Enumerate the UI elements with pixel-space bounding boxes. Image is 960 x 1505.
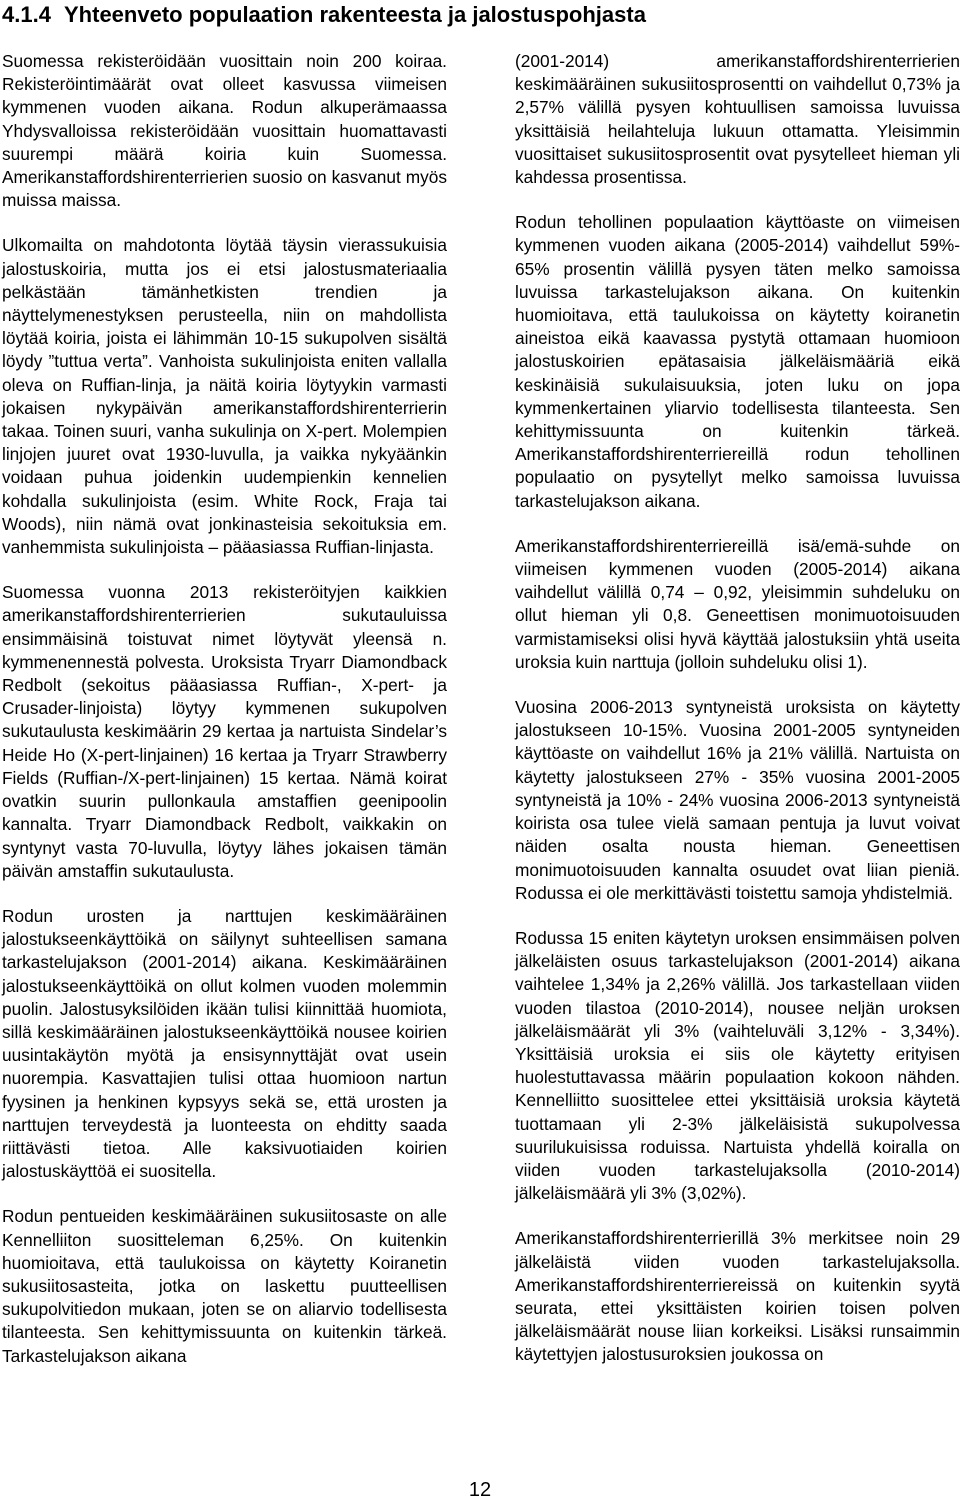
section-number: 4.1.4 bbox=[2, 2, 51, 27]
paragraph: (2001-2014) amerikanstaffordshirenterrierien keskimääräinen sukusiitosprosentti on vaihdellut 0,73% ja 2,57% välillä pysyen kohtuullisen samoissa luvuissa yksittäisiä heilahteluja lukuun ottamatta. Yleisimmin vuosittaiset sukusiitosprosentit ovat pysytelleet hieman yli kahdessa prosentissa. bbox=[515, 51, 960, 188]
paragraph: Vuosina 2006-2013 syntyneistä uroksista on käytetty jalostukseen 10-15%. Vuosina 2001-2005 syntyneiden käyttöaste on vaihdellut 16% ja 21% välillä. Nartuista on käytetty jalostukseen 27% - 35% vuosina 2001-2005 syntyneistä ja 10% - 24% vuosina 2006-2013 syntyneistä koirista osa tulee vielä samaan pentuja ja luvut voivat näiden osalta nousta hieman. Geneettisen monimuotoisuuden kannalta osuudet ovat liian pieniä. Rodussa ei ole merkittävästi toistettu samoja yhdistelmiä. bbox=[515, 697, 960, 903]
paragraph: Rodun urosten ja narttujen keskimääräinen jalostukseenkäyttöikä on säilynyt suhteellisen samana tarkastelujakson (2001-2014) aikana. Keskimääräinen jalostukseenkäyttöikä on ollut kolmen vuoden molemmin puolin. Jalostusyksilöiden ikään tulisi kiinnittää huomiota, sillä keskimääräinen jalostukseenkäyttöikä nousee koirien uusintakäytön myötä ja ensisynnyttäjät ovat usein nuorempia. Kasvattajien tulisi ottaa huomioon nartun fyysinen ja henkinen kypsyys sekä se, että urosten ja narttujen terveydestä ja luonteesta on ehditty saada riittävästi tietoa. Alle kaksivuotiaiden koirien jalostuskäyttöä ei suositella. bbox=[2, 905, 447, 1182]
paragraph: Rodun pentueiden keskimääräinen sukusiitosaste on alle Kennelliiton suositteleman 6,25%. On kuitenkin huomioitava, että taulukoissa on käytetty Koiranetin sukusiitosasteita, jotka on laskettu puutteellisen sukupolvitiedon mukaan, joten se on aliarvio todellisesta tilanteesta. Sen kehittymissuunta on kuitenkin tärkeä. Tarkastelujakson aikana bbox=[2, 1206, 447, 1366]
paragraph: Ulkomailta on mahdotonta löytää täysin vierassukuisia jalostuskoiria, mutta jos ei etsi jalostusmateriaalia pelkästään tämänhetkisten trendien ja näyttelymenestyksen perusteella, niin on mahdollista löytää koiria, joista ei lähimmän 10-15 sukupolven sisältä löydy ”tuttua verta”. Vanhoista sukulinjoista eniten vallalla oleva on Ruffian-linja, ja näitä koiria löytyykin varmasti jokaisen nykypäivän amerikanstaffordshirenterrierin takaa. Toinen suuri, vanha sukulinja on X-pert. Molempien linjojen juuret ovat 1930-luvulla, ja vaikka nykyäänkin voidaan puhua joidenkin uudempienkin kennelien kohdalla sukulinjoista (esim. White Rock, Fraja tai Woods), niin nämä ovat jonkinasteisia sekoituksia em. vanhemmista sukulinjoista – pääasiassa Ruffian-linjasta. bbox=[2, 235, 447, 558]
paragraph: Rodussa 15 eniten käytetyn uroksen ensimmäisen polven jälkeläisten osuus tarkastelujakson (2001-2014) aikana vaihtelee 1,34% ja 2,26% välillä. Jos tarkastellaan viiden vuoden tilastoa (2010-2014), nousee neljän uroksen jälkeläismäärät yli 3% (vaihteluväli 3,12% - 3,34%). Yksittäisiä uroksia ei siis ole käytetty erityisen huolestuttavassa määrin populaation kokoon nähden. Kennelliitto suosittelee ettei yksittäisiä uroksia käytetä tuottamaan yli 2-3% jälkeläisistä sukupolvessa suurilukuisissa roduissa. Nartuista yhdellä koiralla on viiden vuoden tarkastelujaksolla (2010-2014) jälkeläismäärä yli 3% (3,02%). bbox=[515, 927, 960, 1204]
page-number: 12 bbox=[468, 1479, 492, 1501]
paragraph: Suomessa vuonna 2013 rekisteröityjen kaikkien amerikanstaffordshirenterrierien sukutauluissa ensimmäisinä toistuvat nimet löytyvät yleensä n. kymmenennestä polvesta. Uroksista Tryarr Diamondback Redbolt (sekoitus pääasiassa Ruffian-, X-pert- ja Crusader-linjoista) löytyy kymmenen sukupolven sukutaulusta keskimäärin 29 kertaa ja nartuista Sindelar’s Heide Ho (X-pert-linjainen) 16 kertaa ja Tryarr Strawberry Fields (Ruffian-/X-pert-linjainen) 15 kertaa. Nämä koirat ovatkin suurin pullonkaula amstaffien geenipoolin kannalta. Tryarr Diamondback Redbolt, vaikkakin on syntynyt vasta 70-luvulla, löytyy lähes jokaisen tämän päivän amstaffin sukutaulusta. bbox=[2, 582, 447, 881]
section-title: Yhteenveto populaation rakenteesta ja jalostuspohjasta bbox=[64, 2, 646, 27]
paragraph: Suomessa rekisteröidään vuosittain noin 200 koiraa. Rekisteröintimäärät ovat olleet kasvussa viimeisen kymmenen vuoden aikana. Rodun alkuperämaassa Yhdysvalloissa rekisteröidään vuosittain huomattavasti suurempi määrä koiria kuin Suomessa. Amerikanstaffordshirenterrierien suosio on kasvanut myös muissa maissa. bbox=[2, 51, 447, 211]
paragraph: Amerikanstaffordshirenterriereillä isä/emä-suhde on viimeisen kymmenen vuoden (2005-2014) aikana vaihdellut välillä 0,74 – 0,92, yleisimmin suhdeluku on ollut hieman yli 0,8. Geneettisen monimuotoisuuden varmistamiseksi olisi hyvä käyttää jalostuksiin yhtä useita uroksia kuin narttuja (jolloin suhdeluku olisi 1). bbox=[515, 535, 960, 672]
paragraph: Rodun tehollinen populaation käyttöaste on viimeisen kymmenen vuoden aikana (2005-2014) vaihdellut 59%- 65% prosentin välillä pysyen täten melko samoissa luvuissa tarkastelujakson aikana. On kuitenkin huomioitava, että taulukoissa on käytetty koiranetin aineistoa eikä kaavassa pystytä ottamaan huomioon jalostuskoirien epätasaisia jälkeläismääriä eikä keskinäisiä sukulaisuuksia, joten luku on jopa kymmenkertainen yliarvio todellisesta tilanteesta. Sen kehittymissuunta on kuitenkin tärkeä. Amerikanstaffordshirenterriereillä rodun tehollinen populaatio on pysytellyt melko samoissa luvuissa tarkastelujakson aikana. bbox=[515, 212, 960, 511]
right-column bbox=[515, 50, 960, 1367]
paragraph: Amerikanstaffordshirenterrierillä 3% merkitsee noin 29 jälkeläistä viiden vuoden tarkastelujaksolla. Amerikanstaffordshirenterriereissä on kuitenkin syytä seurata, ettei yksittäisten koirien toisen polven jälkeläismäärät nouse liian korkeiksi. Lisäksi runsaimmin käytettyjen jalostusuroksien joukossa on bbox=[515, 1228, 960, 1365]
left-column bbox=[2, 50, 447, 1368]
section-heading bbox=[2, 2, 942, 28]
